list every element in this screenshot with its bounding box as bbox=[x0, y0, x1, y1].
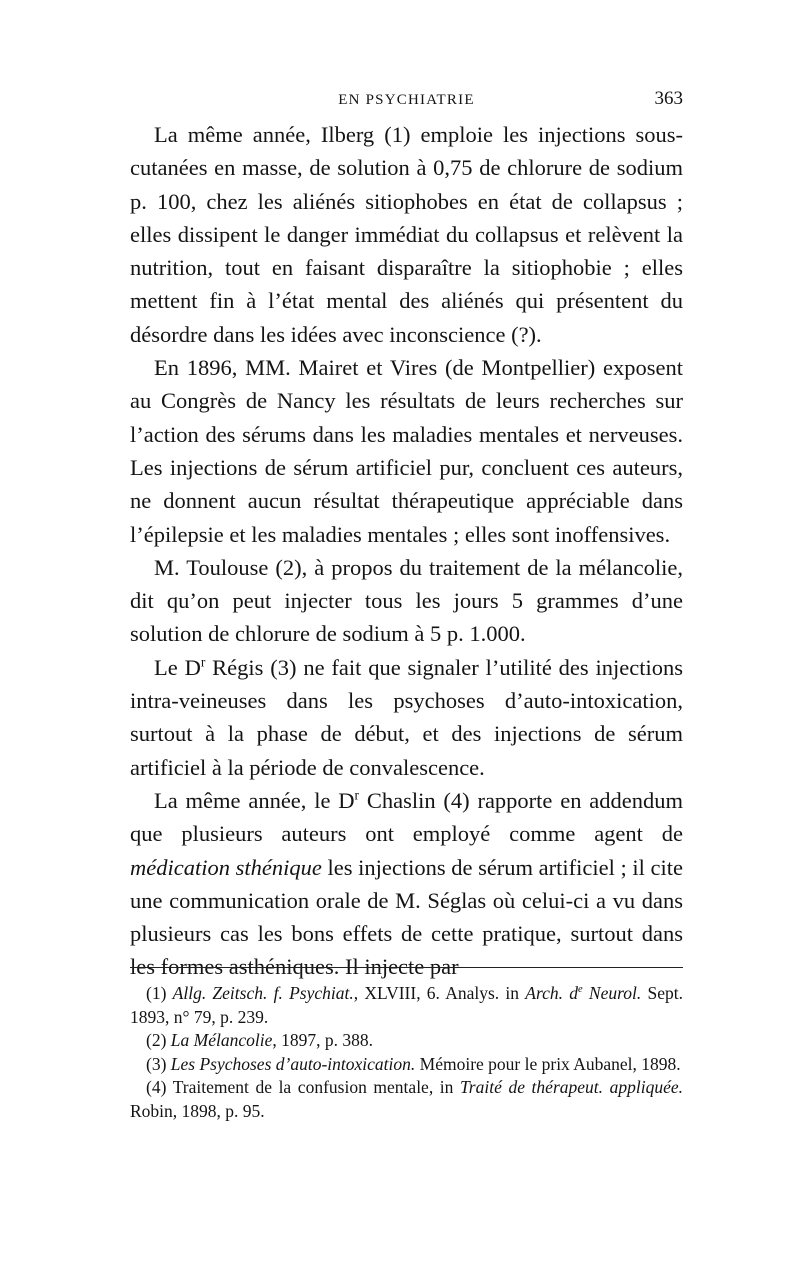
footnote bbox=[130, 1029, 683, 1053]
italic-term: médication sthénique bbox=[130, 854, 322, 880]
paragraph bbox=[130, 118, 683, 351]
footnote-text: Sept. 1893, n° 79, p. 239. bbox=[130, 983, 684, 1027]
footnote-text: , 1897, p. 388. bbox=[272, 1030, 373, 1050]
book-title: Les Psychoses d’auto-intoxication. bbox=[170, 1053, 416, 1074]
paragraph-text: Le D bbox=[154, 654, 201, 680]
page-number: 363 bbox=[654, 88, 683, 109]
paragraph-text: Chaslin (4) rapporte en addendum que plusieurs auteurs ont employé comme agent de bbox=[130, 787, 683, 847]
paragraph-text: En 1896, MM. Mairet et Vires (de Montpellier) exposent au Congrès de Nancy les résultats de leurs recherches sur l’action des sérums dans les maladies mentales et nerveuses. Les injections de sérum artificiel pur, concluent ces auteurs, ne donnent aucun résultat thérapeutique appréciable dans l’épilepsie et les maladies mentales ; elles sont inoffensives. bbox=[130, 355, 683, 547]
footnote-text: Mémoire pour le prix Aubanel, 1898. bbox=[415, 1053, 681, 1074]
superscript: r bbox=[354, 787, 360, 803]
footnote-text: Robin, 1898, p. 95. bbox=[130, 1100, 265, 1121]
main-text bbox=[130, 118, 683, 984]
footnote bbox=[130, 1076, 683, 1123]
paragraph bbox=[130, 551, 683, 651]
superscript: e bbox=[578, 984, 583, 996]
footnote-marker: (2) bbox=[146, 1030, 171, 1050]
paragraph-text: La même année, Ilberg (1) emploie les injections sous-cutanées en masse, de solution à 0,75 de chlorure de sodium p. 100, chez les aliénés sitiophobes en état de collapsus ; elles dissipent le danger immédiat du collapsus et relèvent la nutrition, tout en faisant disparaître la sitiophobie ; elles mettent fin à l’état mental des aliénés qui présentent du désordre dans les idées avec inconscience (?). bbox=[130, 122, 683, 347]
paragraph bbox=[130, 784, 683, 984]
header-title: EN PSYCHIATRIE bbox=[338, 92, 475, 108]
footnote bbox=[130, 982, 683, 1029]
footnote-marker: (1) bbox=[146, 983, 173, 1003]
paragraph-text: Régis (3) ne fait que signaler l’utilité des injections intra-veineuses dans les psychoses d’auto-intoxication, surtout à la phase de début, et des injections de sérum artificiel à la période de convalescence. bbox=[130, 654, 683, 780]
footnote-text: , XLVIII, 6. Analys. in bbox=[353, 983, 526, 1003]
journal-title: Neurol. bbox=[582, 983, 642, 1003]
footnote bbox=[130, 1053, 683, 1077]
journal-title: Allg. Zeitsch. f. Psychiat. bbox=[172, 983, 354, 1003]
footnotes bbox=[130, 982, 683, 1123]
superscript: r bbox=[200, 654, 206, 670]
footnote-marker: (3) bbox=[146, 1053, 171, 1074]
journal-title: Arch. d bbox=[525, 983, 579, 1003]
book-title: Traité de thérapeut. appliquée. bbox=[460, 1077, 683, 1097]
running-header bbox=[130, 88, 683, 118]
paragraph bbox=[130, 351, 683, 551]
paragraph-text: La même année, le D bbox=[154, 787, 355, 813]
paragraph bbox=[130, 651, 683, 784]
paragraph-text: M. Toulouse (2), à propos du traitement de la mélancolie, dit qu’on peut injecter tous les jours 5 grammes d’une solution de chlorure de sodium à 5 p. 1.000. bbox=[130, 554, 683, 647]
paragraph-text: les injections de sérum artificiel ; il cite une communication orale de M. Séglas où celui-ci a vu dans plusieurs cas les bons effets de cette pratique, surtout dans les formes asthéniques. Il injecte par bbox=[130, 854, 683, 980]
footnote-text: (4) Traitement de la confusion mentale, in bbox=[146, 1077, 461, 1097]
footnote-divider bbox=[130, 967, 683, 968]
book-title: La Mélancolie bbox=[170, 1030, 273, 1050]
